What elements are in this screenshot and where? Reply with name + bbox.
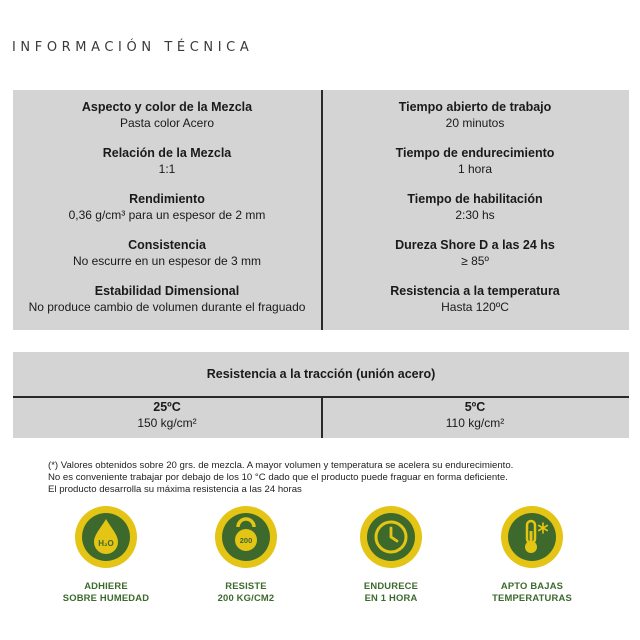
traction-cell-label: 5ºC	[464, 400, 486, 414]
spec-item	[13, 146, 321, 192]
feature-caption-line2: 200 KG/CM2	[217, 592, 275, 603]
spec-value: Pasta color Acero	[119, 116, 215, 130]
spec-value: 0,36 g/cm³ para un espesor de 2 mm	[68, 208, 266, 222]
traction-panel	[13, 352, 629, 438]
spec-label: Tiempo de endurecimiento	[395, 146, 555, 160]
thermometer-icon	[500, 505, 564, 569]
spec-value: 1:1	[158, 162, 176, 176]
clock-icon	[359, 505, 423, 569]
feature-caption-line1: RESISTE	[225, 580, 267, 591]
spec-label: Consistencia	[128, 238, 206, 252]
feature-caption-line2: EN 1 HORA	[364, 592, 418, 603]
traction-cell-25c	[13, 400, 321, 431]
footnote-line: El producto desarrolla su máxima resistencia a las 24 horas	[48, 484, 302, 495]
spec-item	[321, 238, 629, 284]
traction-cell-label: 25ºC	[153, 400, 181, 414]
feature-caption-line2: SOBRE HUMEDAD	[62, 592, 150, 603]
spec-label: Estabilidad Dimensional	[94, 284, 240, 298]
traction-cell-value: 150 kg/cm²	[137, 416, 197, 430]
feature-caption	[462, 580, 602, 604]
spec-label: Resistencia a la temperatura	[390, 284, 560, 298]
feature-caption-line1: APTO BAJAS	[500, 580, 564, 591]
feature-caption-line1: ENDURECE	[363, 580, 419, 591]
spec-value: 2:30 hs	[455, 208, 495, 222]
footnote-line: No es conveniente trabajar por debajo de los 10 °C dado que el producto puede fraguar en forma deficiente.	[48, 472, 508, 483]
spec-item	[13, 100, 321, 146]
spec-item	[321, 146, 629, 192]
spec-label: Aspecto y color de la Mezcla	[81, 100, 253, 114]
feature-caption	[321, 580, 461, 604]
spec-label: Relación de la Mezcla	[102, 146, 232, 160]
feature-caption-line1: ADHIERE	[84, 580, 128, 591]
spec-value: 1 hora	[457, 162, 493, 176]
spec-label: Tiempo abierto de trabajo	[398, 100, 552, 114]
section-title: INFORMACIÓN TÉCNICA	[12, 40, 254, 55]
traction-cell-5c	[321, 400, 629, 431]
feature-caption	[36, 580, 176, 604]
spec-item	[321, 284, 629, 330]
feature-caption	[176, 580, 316, 604]
spec-value: No escurre en un espesor de 3 mm	[72, 254, 262, 268]
spec-item	[13, 192, 321, 238]
spec-item	[321, 100, 629, 146]
feature-apto	[462, 505, 602, 604]
feature-adhiere	[36, 505, 176, 604]
traction-cell-value: 110 kg/cm²	[445, 416, 505, 430]
kettlebell-label: 200	[239, 536, 253, 545]
water-drop-icon	[74, 505, 138, 569]
traction-cells	[13, 400, 629, 431]
spec-label: Rendimiento	[129, 192, 205, 206]
feature-resiste	[176, 505, 316, 604]
spec-value: No produce cambio de volumen durante el fraguado	[28, 300, 306, 314]
specs-right-column	[321, 90, 629, 330]
traction-title: Resistencia a la tracción (unión acero)	[206, 367, 436, 381]
spec-value: Hasta 120ºC	[441, 300, 509, 314]
water-drop-label: H₂O	[98, 539, 114, 548]
spec-item	[13, 238, 321, 284]
feature-caption-line2: TEMPERATURAS	[492, 592, 572, 603]
specs-panel	[13, 90, 629, 330]
spec-value: ≥ 85º	[461, 254, 489, 268]
spec-item	[321, 192, 629, 238]
feature-endurece	[321, 505, 461, 604]
spec-value: 20 minutos	[445, 116, 505, 130]
footnotes	[48, 460, 608, 496]
spec-label: Dureza Shore D a las 24 hs	[395, 238, 555, 252]
kettlebell-icon	[214, 505, 278, 569]
spec-item	[13, 284, 321, 330]
spec-label: Tiempo de habilitación	[407, 192, 543, 206]
footnote-line: (*) Valores obtenidos sobre 20 grs. de mezcla. A mayor volumen y temperatura se acelera su endurecimiento.	[48, 460, 514, 471]
feature-badges	[40, 505, 620, 615]
specs-left-column	[13, 90, 321, 330]
specs-divider	[321, 90, 323, 330]
